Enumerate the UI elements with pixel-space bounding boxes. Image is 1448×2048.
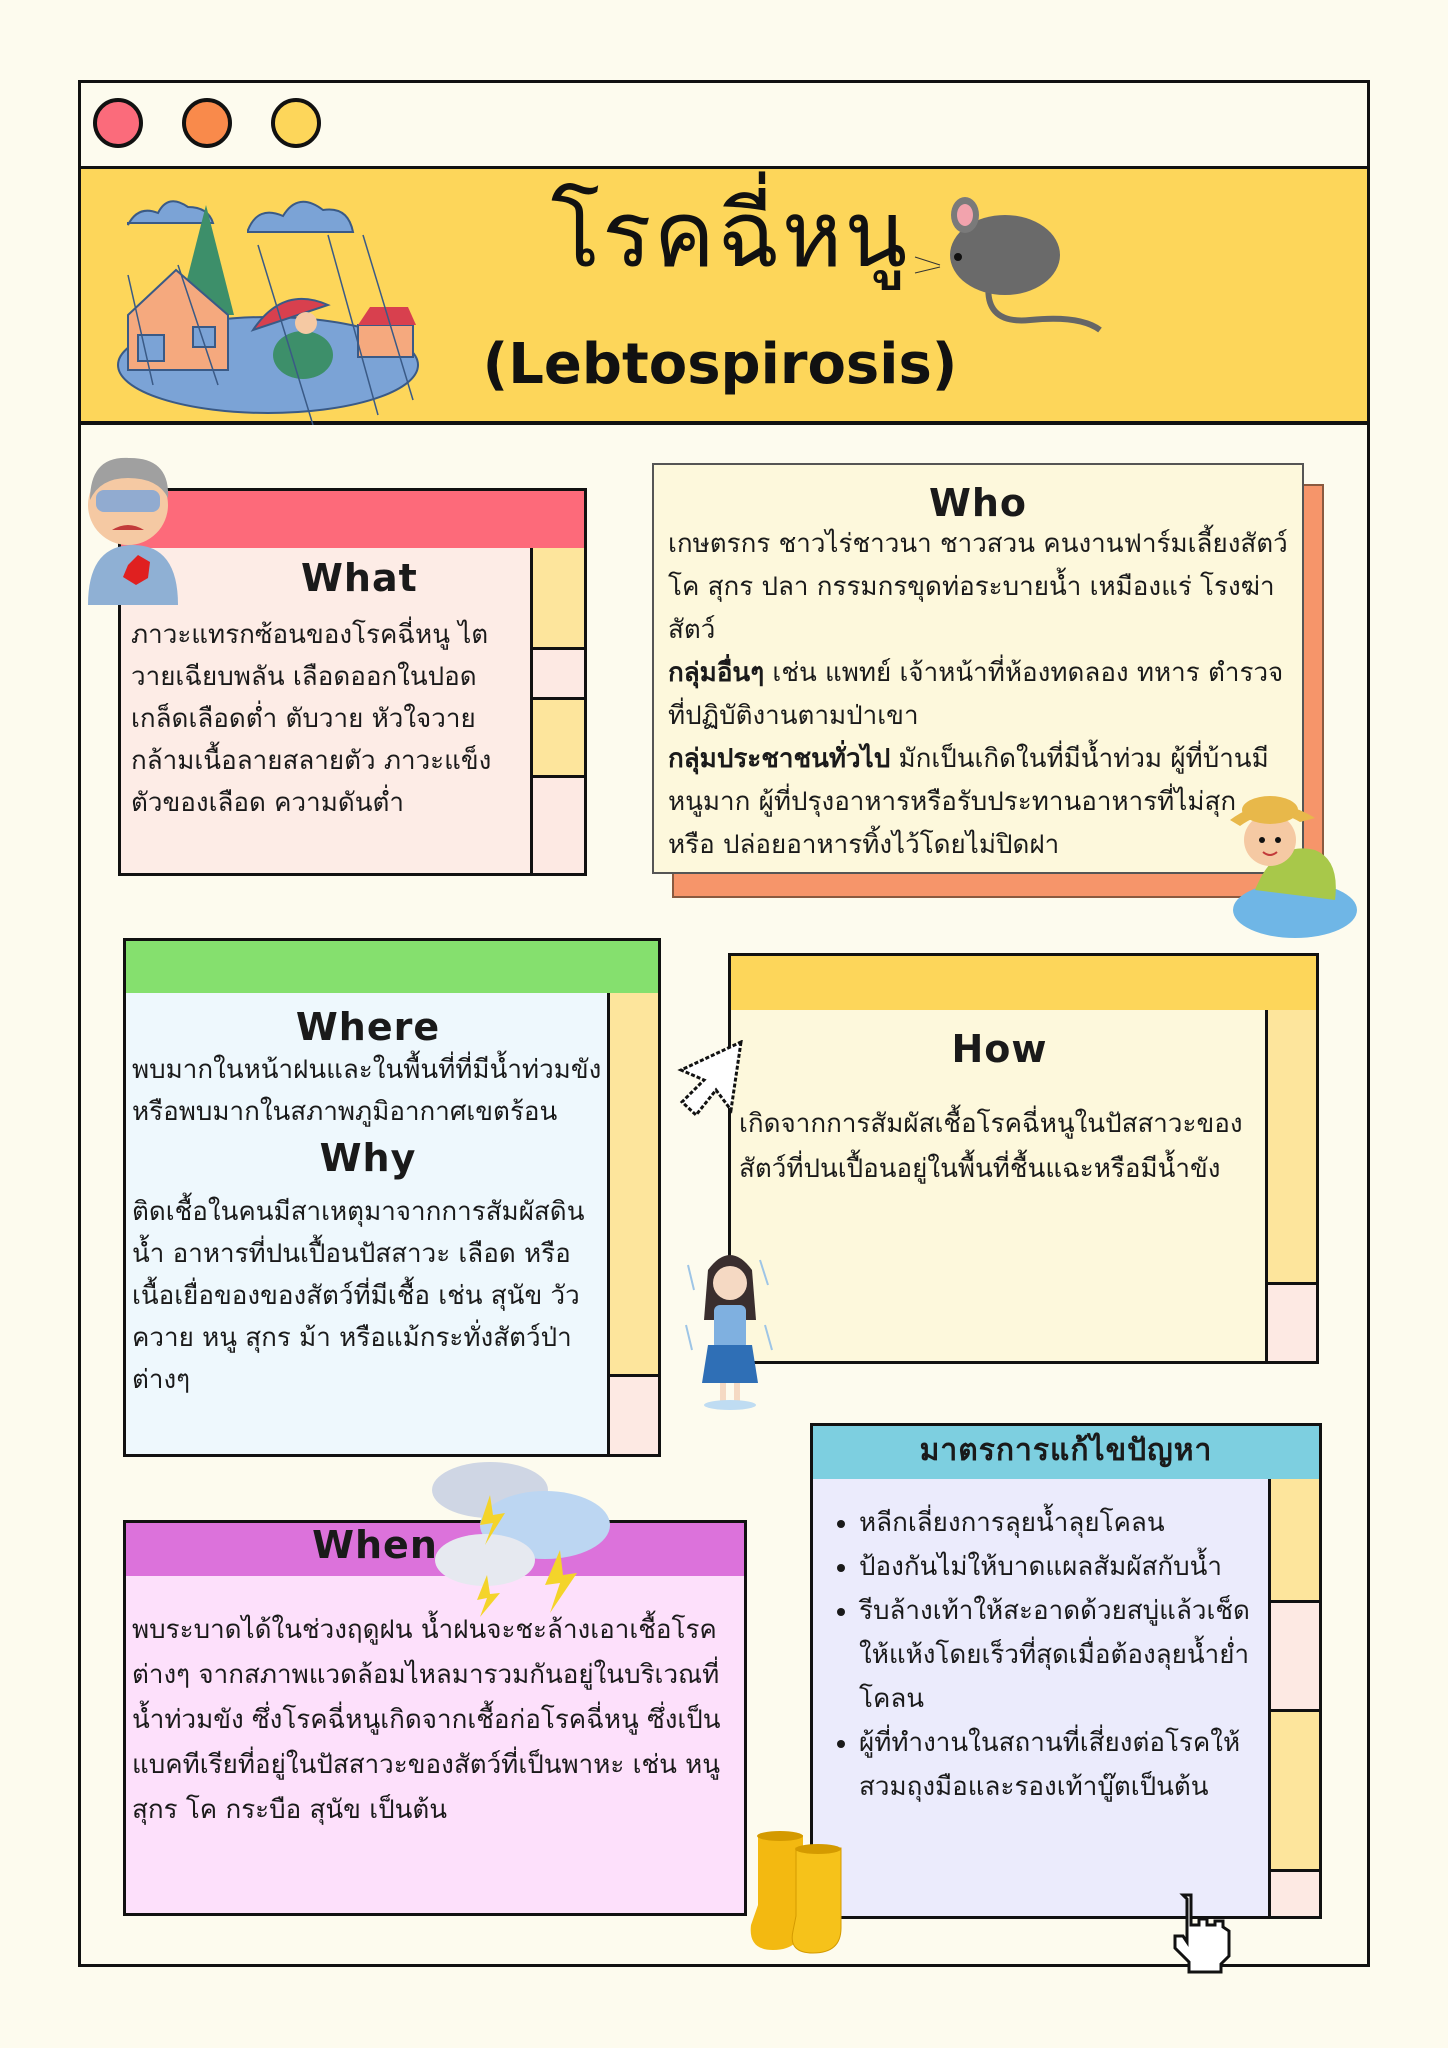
when-panel-body xyxy=(126,1576,744,1913)
where-why-panel xyxy=(123,938,661,1457)
measures-list xyxy=(819,1501,1265,1809)
what-panel-header xyxy=(121,491,584,551)
maximize-dot[interactable] xyxy=(271,98,321,148)
flood-illustration-icon xyxy=(108,185,438,425)
who-group2-text: เช่น แพทย์ เจ้าหน้าที่ห้องทดลอง ทหาร ตำรวจที่ปฏิบัติงานตามป่าเขา xyxy=(668,658,1284,731)
how-title: How xyxy=(951,1027,1048,1071)
how-panel-header xyxy=(731,956,1316,1013)
how-side-strip xyxy=(1265,1010,1316,1361)
page-title: โรคฉี่หนู xyxy=(550,181,910,288)
who-group3-label: กลุ่มประชาชนทั่วไป xyxy=(668,744,891,774)
where-why-header xyxy=(126,941,658,996)
close-dot[interactable] xyxy=(93,98,143,148)
where-why-side-strip xyxy=(607,993,658,1454)
measures-panel-body xyxy=(813,1479,1271,1916)
rain-girl-icon xyxy=(680,1245,780,1410)
who-text xyxy=(668,523,1288,867)
where-text: พบมากในหน้าฝนและในพื้นที่ที่มีน้ำท่วมขัง หรือพบมากในสภาพภูมิอากาศเขตร้อน xyxy=(132,1055,602,1127)
cursor-arrow-icon xyxy=(676,1040,746,1120)
what-side-strip xyxy=(530,548,584,873)
where-title: Where xyxy=(295,1005,441,1049)
measure-item: • รีบล้างเท้าให้สะอาดด้วยสบู่แล้วเช็ดให้แห้งโดยเร็วที่สุดเมื่อต้องลุยน้ำย่ำโคลน xyxy=(859,1589,1265,1721)
who-group2-label: กลุ่มอื่นๆ xyxy=(668,658,765,688)
sick-man-icon xyxy=(78,450,188,605)
storm-cloud-icon xyxy=(425,1455,615,1620)
who-occupations: เกษตรกร ชาวไร่ชาวนา ชาวสวน คนงานฟาร์มเลี้ยงสัตว์ โค สุกร ปลา กรรมกรขุดท่อระบายน้ำ เหมืองแร่ โรงฆ่าสัตว์ xyxy=(668,529,1288,645)
how-panel xyxy=(728,953,1319,1364)
minimize-dot[interactable] xyxy=(182,98,232,148)
measures-side-strip xyxy=(1268,1479,1319,1916)
when-text: พบระบาดได้ในช่วงฤดูฝน น้ำฝนจะชะล้างเอาเชื้อโรคต่างๆ จากสภาพแวดล้อมไหลมารวมกันอยู่ในบริเวณที่น้ำท่วมขัง ซึ่งโรคฉี่หนูเกิดจากเชื้อก่อโรคฉี่หนู ซึ่งเป็นแบคทีเรียที่อยู่ในปัสสาวะของสัตว์ที่เป็นพาหะ เช่น หนู สุกร โค กระบือ สุนัข เป็นต้น xyxy=(132,1615,721,1825)
where-why-body xyxy=(126,993,610,1454)
farmer-icon xyxy=(1215,780,1360,940)
who-group3-text: มักเป็นเกิดในที่มีน้ำท่วม ผู้ที่บ้านมีหนูมาก ผู้ที่ปรุงอาหารหรือรับประทานอาหารที่ไม่สุก หรือ ปล่อยอาหารทิ้งไว้โดยไม่ปิดฝา xyxy=(668,744,1269,860)
why-title: Why xyxy=(319,1136,417,1180)
measure-item: • ป้องกันไม่ให้บาดแผลสัมผัสกับน้ำ xyxy=(859,1545,1265,1589)
pointer-hand-icon xyxy=(1163,1890,1233,1975)
why-text: ติดเชื้อในคนมีสาเหตุมาจากการสัมผัสดิน น้ำ อาหารที่ปนเปื้อนปัสสาวะ เลือด หรือเนื้อเยื่อของของสัตว์ที่มีเชื้อ เช่น สุนัข วัว ควาย หนู สุกร ม้า หรือแม้กระทั่งสัตว์ป่าต่างๆ xyxy=(132,1197,585,1395)
what-panel xyxy=(118,488,587,876)
measures-panel xyxy=(810,1423,1322,1919)
mouse-icon xyxy=(910,185,1110,335)
rain-boots-icon xyxy=(748,1830,873,1955)
measure-item: • หลีกเลี่ยงการลุยน้ำลุยโคลน xyxy=(859,1501,1265,1545)
what-text: ภาวะแทรกซ้อนของโรคฉี่หนู ไตวายเฉียบพลัน เลือดออกในปอด เกล็ดเลือดต่ำ ตับวาย หัวใจวาย กล้ามเนื้อลายสลายตัว ภาวะแข็งตัวของเลือด ความดันต่ำ xyxy=(131,620,492,818)
what-title: What xyxy=(301,556,418,600)
page-subtitle: (Lebtospirosis) xyxy=(482,332,958,397)
how-text: เกิดจากการสัมผัสเชื้อโรคฉี่หนูในปัสสาวะของสัตว์ที่ปนเปื้อนอยู่ในพื้นที่ชื้นแฉะหรือมีน้ำขัง xyxy=(739,1109,1243,1184)
measure-item: • ผู้ที่ทำงานในสถานที่เสี่ยงต่อโรคให้สวมถุงมือและรองเท้าบู๊ตเป็นต้น xyxy=(859,1721,1265,1809)
measures-title: มาตรการแก้ไขปัญหา xyxy=(919,1433,1213,1468)
when-title: When xyxy=(312,1523,438,1567)
how-panel-body xyxy=(731,1010,1268,1361)
measures-panel-header xyxy=(813,1426,1319,1482)
who-panel xyxy=(652,463,1304,874)
who-title: Who xyxy=(928,481,1028,525)
